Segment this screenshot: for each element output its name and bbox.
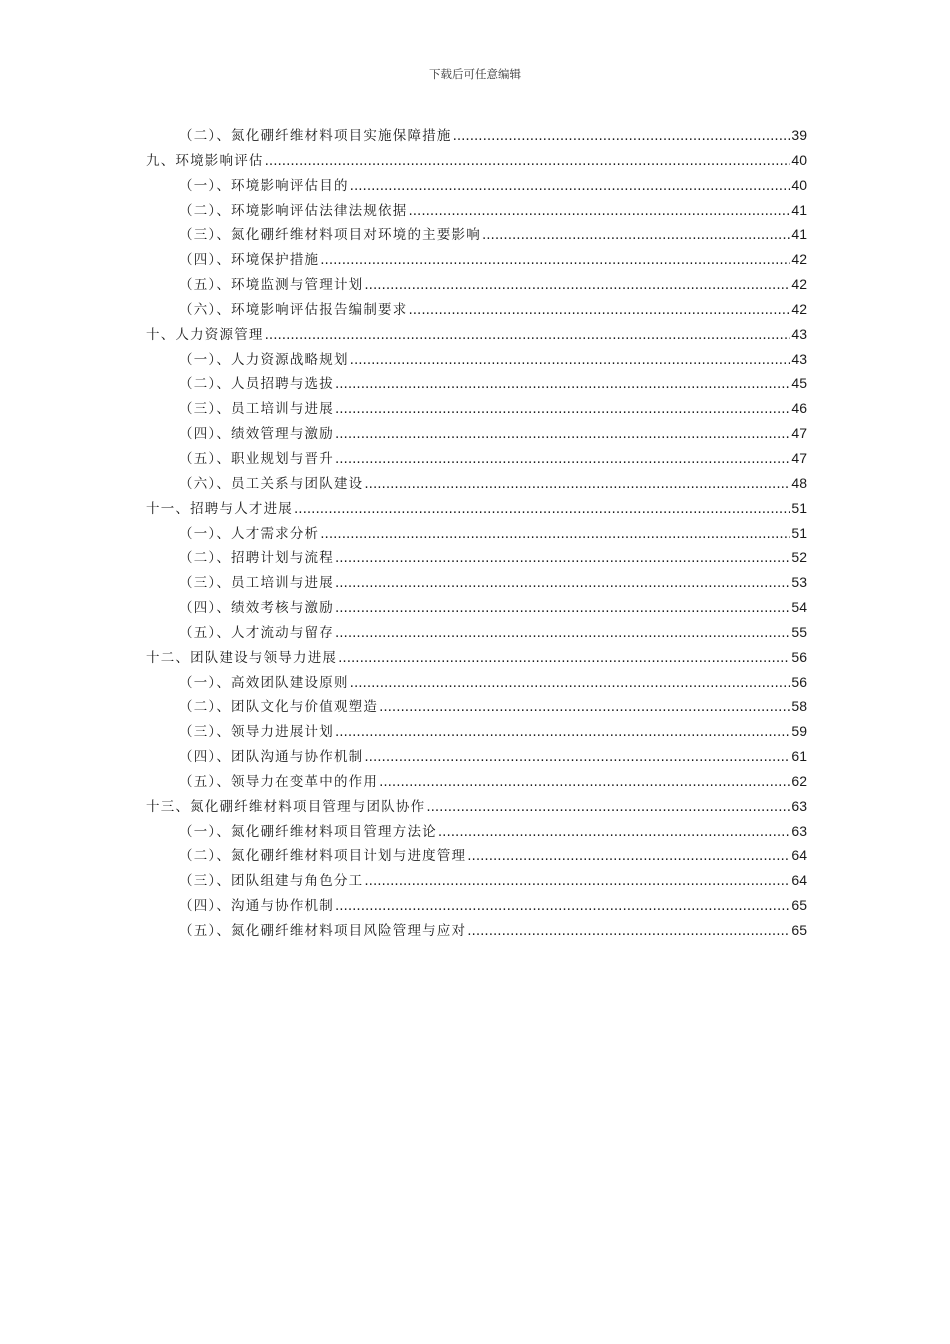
toc-page-number: 40 (791, 151, 807, 168)
toc-chapter-entry[interactable] (146, 795, 807, 820)
toc-entry-title: （六）、员工关系与团队建设 (179, 475, 364, 492)
toc-dot-leader (335, 600, 790, 616)
toc-dot-leader (379, 699, 790, 715)
toc-page-number: 39 (791, 127, 807, 143)
toc-entry-title: （一）、人才需求分析 (179, 525, 320, 542)
toc-dot-leader (350, 352, 791, 368)
toc-section-entry[interactable] (146, 248, 807, 273)
toc-dot-leader (364, 476, 790, 492)
toc-page-number: 46 (791, 400, 807, 417)
toc-page-number: 59 (791, 723, 807, 740)
toc-section-entry[interactable] (146, 522, 807, 547)
toc-entry-title: （四）、沟通与协作机制 (179, 898, 334, 915)
toc-entry-title: （五）、环境监测与管理计划 (179, 277, 364, 294)
toc-dot-leader (294, 501, 790, 517)
toc-page-number: 47 (791, 449, 807, 466)
toc-dot-leader (335, 426, 790, 442)
toc-chapter-entry[interactable] (146, 646, 807, 671)
toc-chapter-entry[interactable] (146, 323, 807, 348)
toc-entry-title: （四）、绩效管理与激励 (179, 426, 334, 443)
toc-section-entry[interactable] (146, 472, 807, 497)
toc-page-number: 45 (791, 375, 807, 392)
toc-page-number: 65 (791, 897, 807, 914)
toc-dot-leader (335, 401, 790, 417)
toc-entry-title: （三）、氮化硼纤维材料项目对环境的主要影响 (179, 227, 481, 244)
toc-section-entry[interactable] (146, 348, 807, 373)
toc-dot-leader (320, 526, 790, 542)
toc-entry-title: （二）、氮化硼纤维材料项目计划与进度管理 (179, 848, 467, 865)
toc-entry-title: （一）、人力资源战略规划 (179, 351, 349, 368)
toc-section-entry[interactable] (146, 621, 807, 646)
toc-page-number: 63 (791, 797, 807, 814)
toc-page-number: 47 (791, 425, 807, 442)
toc-entry-title: （二）、人员招聘与选拔 (179, 376, 334, 393)
toc-dot-leader (453, 128, 791, 144)
toc-section-entry[interactable] (146, 447, 807, 472)
toc-dot-leader (338, 650, 790, 666)
toc-entry-title: 十二、团队建设与领导力进展 (146, 649, 338, 666)
toc-page-number: 63 (791, 822, 807, 839)
toc-page-number: 53 (791, 574, 807, 591)
toc-entry-title: （四）、环境保护措施 (179, 252, 320, 269)
toc-dot-leader (265, 153, 791, 169)
toc-section-entry[interactable] (146, 397, 807, 422)
toc-entry-title: （二）、氮化硼纤维材料项目实施保障措施 (179, 128, 452, 144)
toc-section-entry[interactable] (146, 720, 807, 745)
toc-section-entry[interactable] (146, 695, 807, 720)
toc-dot-leader (482, 227, 790, 243)
toc-page-number: 56 (791, 673, 807, 690)
toc-dot-leader (335, 898, 790, 914)
toc-chapter-entry[interactable] (146, 149, 807, 174)
toc-section-entry[interactable] (146, 894, 807, 919)
toc-section-entry[interactable] (146, 372, 807, 397)
toc-page-number: 54 (791, 599, 807, 616)
toc-entry-title: 十一、招聘与人才进展 (146, 500, 293, 517)
toc-dot-leader (364, 873, 790, 889)
toc-dot-leader (379, 774, 790, 790)
toc-entry-title: （五）、氮化硼纤维材料项目风险管理与应对 (179, 923, 467, 939)
toc-dot-leader (335, 575, 790, 591)
toc-section-entry[interactable] (146, 596, 807, 621)
toc-entry-title: （二）、团队文化与价值观塑造 (179, 699, 379, 716)
toc-section-entry[interactable] (146, 571, 807, 596)
toc-entry-title: （二）、环境影响评估法律法规依据 (179, 202, 408, 219)
toc-page-number: 64 (791, 847, 807, 864)
toc-dot-leader (467, 923, 790, 939)
toc-dot-leader (335, 724, 790, 740)
toc-dot-leader (265, 327, 791, 343)
toc-entry-title: （五）、领导力在变革中的作用 (179, 773, 379, 790)
toc-section-entry[interactable] (146, 273, 807, 298)
toc-entry-title: （四）、团队沟通与协作机制 (179, 749, 364, 766)
toc-section-entry[interactable] (146, 174, 807, 199)
toc-entry-title: （三）、员工培训与进展 (179, 575, 334, 592)
toc-entry-title: （五）、人才流动与留存 (179, 624, 334, 641)
toc-chapter-entry[interactable] (146, 497, 807, 522)
toc-section-entry[interactable] (146, 745, 807, 770)
toc-section-entry[interactable] (146, 770, 807, 795)
toc-page-number: 48 (791, 474, 807, 491)
toc-dot-leader (438, 824, 791, 840)
toc-page-number: 65 (791, 922, 807, 938)
toc-entry-title: （三）、员工培训与进展 (179, 401, 334, 418)
table-of-contents (146, 124, 807, 944)
toc-dot-leader (335, 625, 790, 641)
toc-dot-leader (408, 203, 790, 219)
toc-entry-title: （五）、职业规划与晋升 (179, 450, 334, 467)
toc-page-number: 41 (791, 201, 807, 218)
toc-entry-title: 十三、氮化硼纤维材料项目管理与团队协作 (146, 798, 426, 815)
toc-page-number: 58 (791, 698, 807, 715)
toc-section-entry[interactable] (146, 422, 807, 447)
toc-page-number: 61 (791, 748, 807, 765)
toc-section-entry[interactable] (146, 820, 807, 845)
toc-page-number: 41 (791, 226, 807, 243)
toc-dot-leader (408, 302, 790, 318)
toc-dot-leader (335, 376, 790, 392)
toc-page-number: 40 (791, 176, 807, 193)
toc-dot-leader (335, 550, 790, 566)
toc-page-number: 62 (791, 772, 807, 789)
toc-page-number: 51 (791, 524, 807, 541)
toc-section-entry[interactable] (146, 869, 807, 894)
toc-section-entry[interactable] (146, 546, 807, 571)
toc-entry-title: （一）、高效团队建设原则 (179, 674, 349, 691)
toc-dot-leader (364, 749, 790, 765)
toc-dot-leader (320, 252, 790, 268)
toc-entry-title: （三）、领导力进展计划 (179, 724, 334, 741)
toc-page-number: 42 (791, 300, 807, 317)
toc-section-entry[interactable] (146, 124, 807, 149)
toc-entry-title: （六）、环境影响评估报告编制要求 (179, 301, 408, 318)
toc-entry-title: （三）、团队组建与角色分工 (179, 873, 364, 890)
toc-dot-leader (350, 675, 791, 691)
toc-dot-leader (350, 178, 791, 194)
toc-page-number: 56 (791, 648, 807, 665)
toc-section-entry[interactable] (146, 844, 807, 869)
toc-page-number: 42 (791, 251, 807, 268)
toc-entry-title: （一）、环境影响评估目的 (179, 177, 349, 194)
toc-entry-title: （四）、绩效考核与激励 (179, 600, 334, 617)
toc-entry-title: 九、环境影响评估 (146, 152, 264, 169)
toc-section-entry[interactable] (146, 919, 807, 944)
toc-section-entry[interactable] (146, 298, 807, 323)
toc-page-number: 43 (791, 325, 807, 342)
toc-entry-title: （一）、氮化硼纤维材料项目管理方法论 (179, 823, 437, 840)
toc-dot-leader (335, 451, 790, 467)
toc-dot-leader (467, 848, 790, 864)
toc-section-entry[interactable] (146, 223, 807, 248)
toc-page-number: 55 (791, 623, 807, 640)
toc-section-entry[interactable] (146, 671, 807, 696)
toc-section-entry[interactable] (146, 199, 807, 224)
toc-page-number: 43 (791, 350, 807, 367)
page-header: 下载后可任意编辑 (429, 67, 521, 81)
toc-entry-title: （二）、招聘计划与流程 (179, 550, 334, 567)
toc-page-number: 64 (791, 872, 807, 889)
toc-entry-title: 十、人力资源管理 (146, 326, 264, 343)
toc-dot-leader (364, 277, 790, 293)
toc-page-number: 42 (791, 276, 807, 293)
toc-page-number: 51 (791, 499, 807, 516)
toc-dot-leader (426, 799, 790, 815)
toc-page-number: 52 (791, 549, 807, 566)
